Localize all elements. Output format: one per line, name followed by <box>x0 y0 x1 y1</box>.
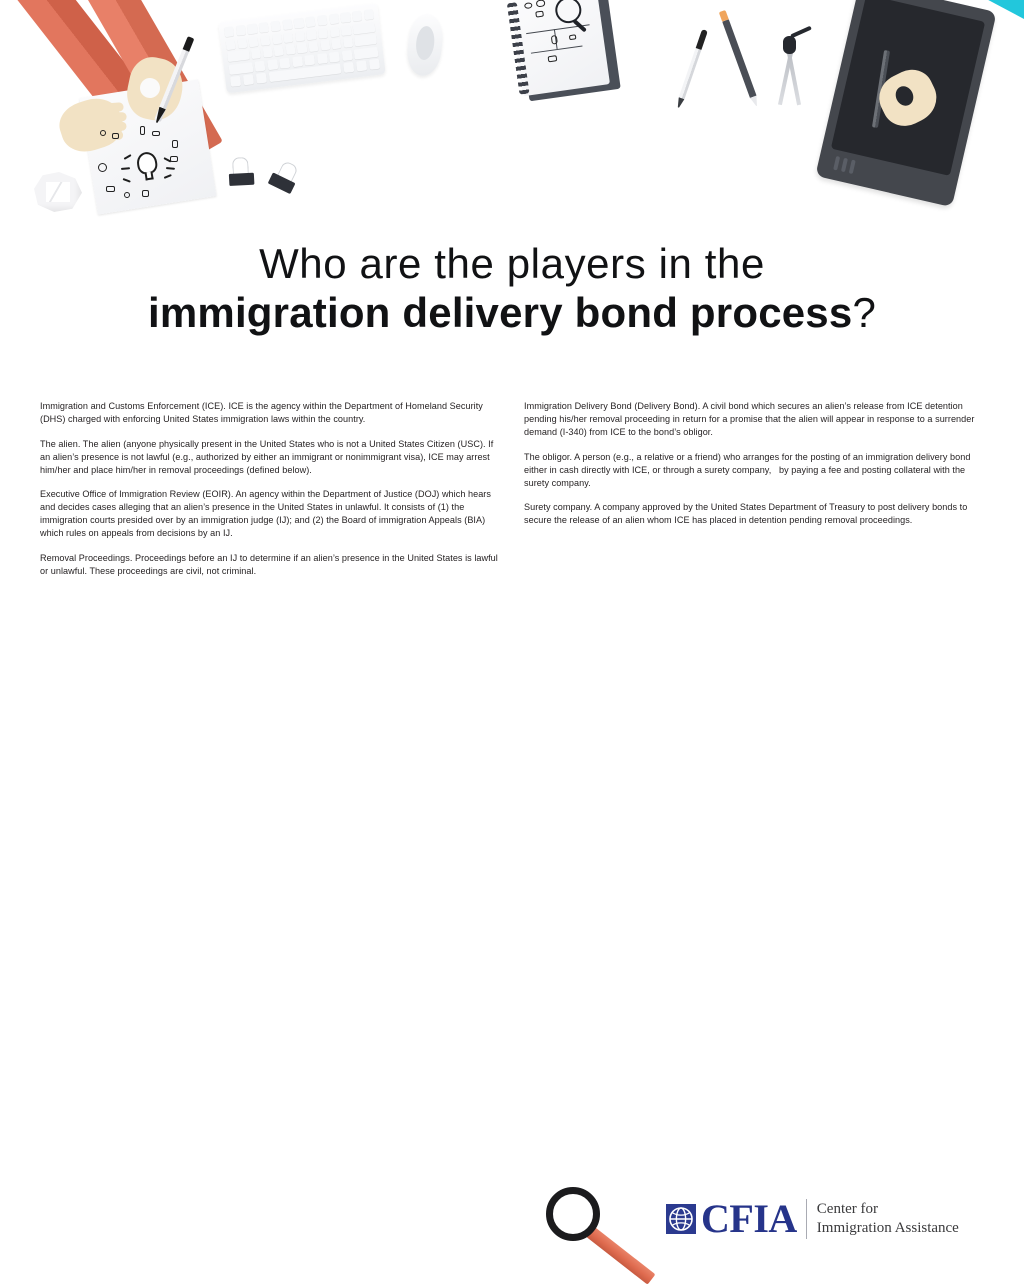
definition-paragraph: Immigration Delivery Bond (Delivery Bond). A civil bond which secures an alien’s release from ICE detention pending his/her removal proceeding in return for a promise that the alien will appear in response to a surrender demand (I-340) from ICE to the bond’s obligor. <box>524 401 978 438</box>
keyboard-icon <box>218 3 386 94</box>
ballpoint-pen-icon <box>678 29 708 101</box>
globe-icon <box>666 1204 696 1234</box>
headline-line-1: Who are the players in the <box>259 240 765 287</box>
headline-emphasis: immigration delivery bond process <box>147 289 853 336</box>
logo-acronym: CFIA <box>701 1196 797 1241</box>
definition-paragraph: Immigration and Customs Enforcement (ICE). ICE is the agency within the Department of Homeland Security (DHS) charged with enforcing United States immigration laws within the country. <box>40 401 486 425</box>
headline-line-2 <box>0 285 1024 342</box>
compass-icon <box>772 40 806 108</box>
definition-paragraph: Surety company. A company approved by the United States Department of Treasury to post delivery bonds to secure the release of an alien whom ICE has placed in detention pending removal proceedings. <box>524 502 970 526</box>
mouse-icon <box>405 12 445 77</box>
logo-divider <box>806 1199 807 1239</box>
magnifying-glass-icon <box>546 1187 642 1265</box>
page-title <box>0 240 1024 342</box>
headline-question-mark: ? <box>852 289 876 336</box>
definitions-section <box>0 400 1024 578</box>
logo-tagline-line-1: Center for <box>816 1200 879 1217</box>
definition-paragraph: Removal Proceedings. Proceedings before an IJ to determine if an alien’s presence in the United States is lawful or unlawful. These proceedings are civil, not criminal. <box>40 552 501 576</box>
definition-paragraph: The obligor. A person (e.g., a relative or a friend) who arranges for the posting of an immigration delivery bond either in cash directly with ICE, or through a surety company, by paying a fee and posting collateral with the surety company. <box>524 451 974 488</box>
logo-tagline-line-2: Immigration Assistance <box>816 1220 959 1236</box>
definition-paragraph: The alien. The alien (anyone physically present in the United States who is not a United States Citizen (USC). If an alien’s presence is not lawful (e.g., authorized by either an immigrant or nonimmigrant visa), ICE may arrest him/her and place him/her in removal proceedings (defined below). <box>40 438 496 475</box>
crumpled-paper-icon <box>34 172 82 212</box>
spiral-notebook-icon <box>509 0 619 102</box>
lightbulb-doodle-icon <box>131 150 166 188</box>
footer <box>0 583 1024 1241</box>
right-column <box>524 400 986 578</box>
pencil-icon <box>722 19 757 98</box>
desk-illustration <box>0 0 1024 240</box>
left-column <box>40 400 502 578</box>
definition-paragraph: Executive Office of Immigration Review (EOIR). An agency within the Department of Justice (DOJ) which hears and decides cases alleging that an alien’s presence in the United States in unlawful. It consists of (1) the immigration courts presided over by an immigration judge (IJ); and (2) the Board of immigration Appeals (BIA) which rules on appeals from decisions by an IJ. <box>40 489 494 539</box>
logo-tagline <box>817 1200 959 1238</box>
cfia-logo <box>666 1196 959 1241</box>
